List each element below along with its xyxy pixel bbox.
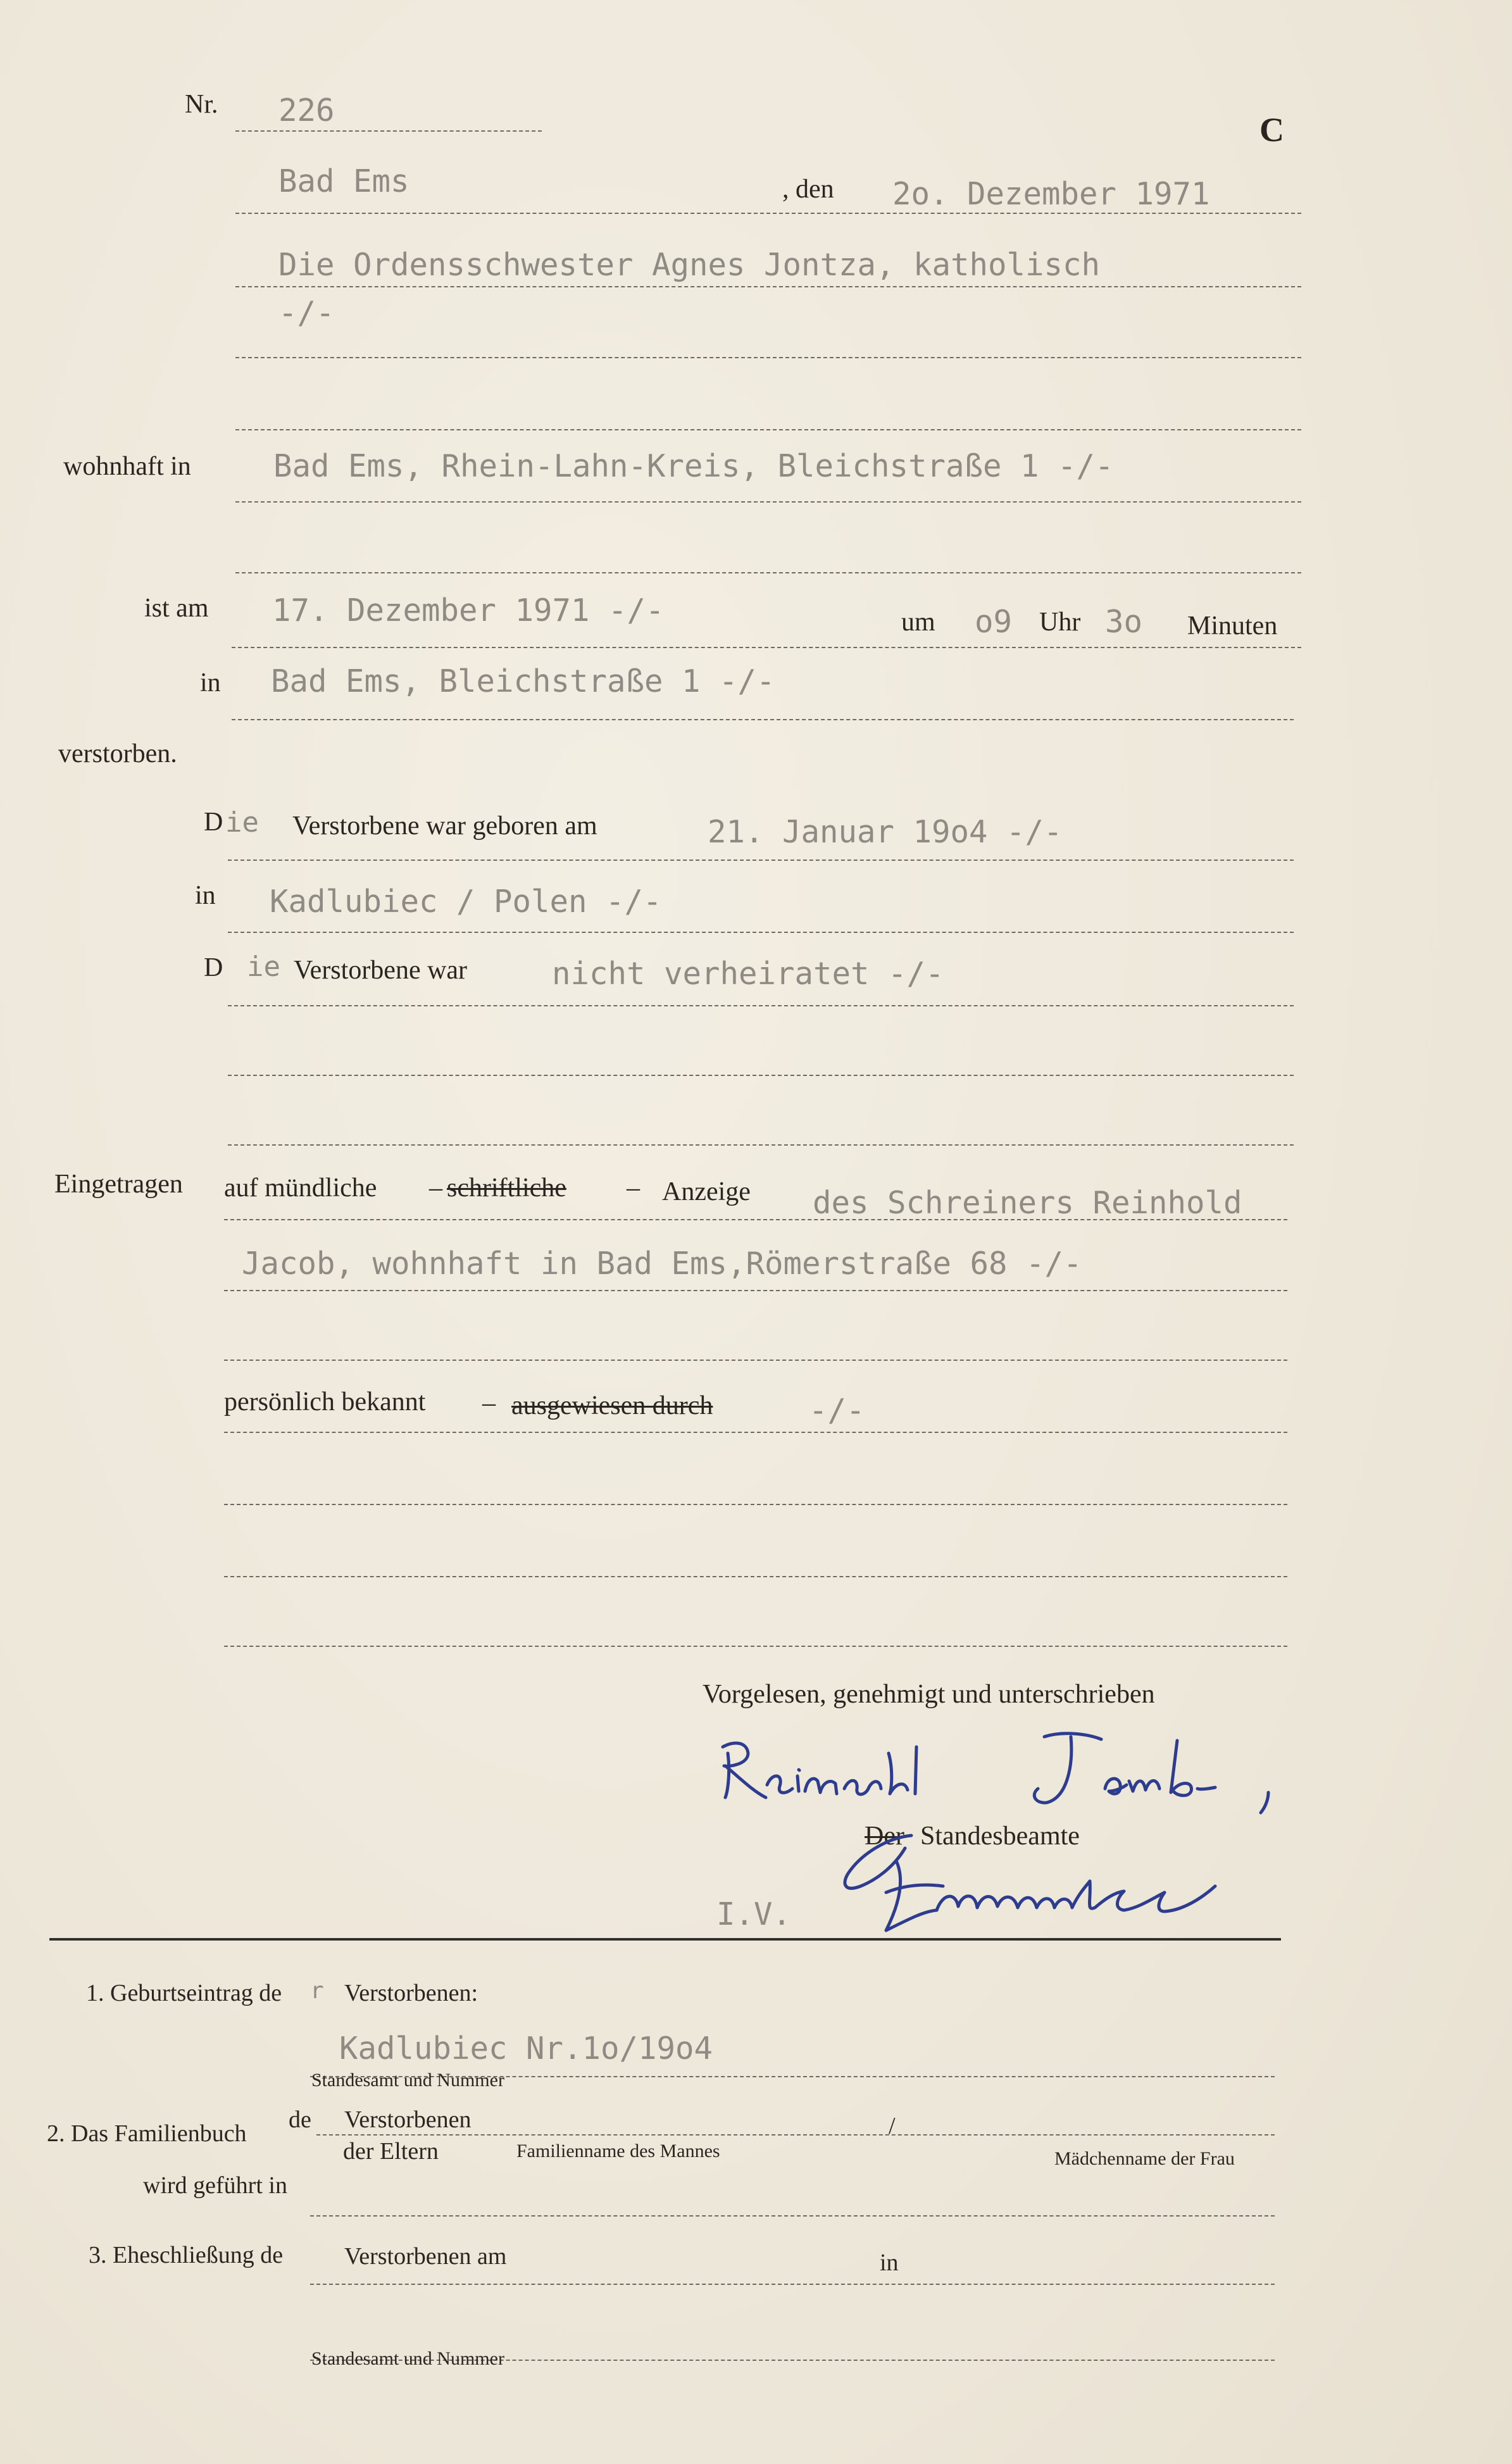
der-label-struck: Der xyxy=(865,1822,904,1851)
verstorben-label: verstorben. xyxy=(58,739,177,768)
birth-in-label: in xyxy=(195,881,216,910)
birth-date-value: 21. Januar 19o4 -/- xyxy=(708,814,1063,850)
nr-label: Nr. xyxy=(185,90,218,119)
birth-d-prefix: D xyxy=(204,808,223,837)
birth-place-value: Kadlubiec / Polen -/- xyxy=(270,884,662,920)
dash-3: – xyxy=(482,1389,496,1418)
schriftliche-label-struck: schriftliche xyxy=(447,1173,566,1203)
informant-line-2: Jacob, wohnhaft in Bad Ems,Römerstraße 68 -/- xyxy=(242,1246,1082,1282)
section-divider xyxy=(49,1938,1281,1941)
item1-label: 1. Geburtseintrag de xyxy=(86,1980,282,2006)
nr-line xyxy=(235,130,542,132)
der-eltern-label: der Eltern xyxy=(343,2138,439,2165)
item1-typed: r xyxy=(310,1978,324,2004)
death-place-line xyxy=(232,719,1294,720)
wird-gefuehrt-line xyxy=(310,2215,1275,2217)
declarant-line-2: -/- xyxy=(278,295,335,331)
standesamt-nummer-label-2: Standesamt und Nummer xyxy=(311,2348,504,2369)
wohnhaft-label: wohnhaft in xyxy=(63,452,191,481)
bekannt-line-3 xyxy=(224,1576,1287,1577)
address-line-2 xyxy=(235,572,1301,573)
date-value: 2o. Dezember 1971 xyxy=(892,176,1210,212)
birth-d-typed: ie xyxy=(225,806,259,839)
death-date-line xyxy=(232,647,1301,648)
marital-line xyxy=(228,1005,1294,1006)
familienname-mann-label: Familienname des Mannes xyxy=(516,2141,720,2161)
bekannt-label: persönlich bekannt xyxy=(224,1387,426,1416)
place-value: Bad Ems xyxy=(278,163,409,199)
de-label: de xyxy=(289,2106,311,2133)
nr-value: 226 xyxy=(278,92,335,128)
item1-label-end: Verstorbenen: xyxy=(344,1980,478,2006)
form-code: C xyxy=(1259,111,1284,149)
den-label: , den xyxy=(782,175,834,204)
verstorbenen-label: Verstorbenen xyxy=(344,2106,472,2133)
death-date-value: 17. Dezember 1971 -/- xyxy=(272,592,665,629)
slash: / xyxy=(889,2113,896,2139)
muendliche-label: auf mündliche xyxy=(224,1173,377,1203)
minuten-label: Minuten xyxy=(1187,611,1278,641)
address-line xyxy=(235,501,1301,503)
wird-gefuehrt-label: wird geführt in xyxy=(143,2172,287,2199)
ist-am-label: ist am xyxy=(144,594,209,623)
marital-d-prefix: D xyxy=(204,953,223,982)
geboren-label: Verstorbene war geboren am xyxy=(292,811,597,841)
standesbeamte-label: Standesbeamte xyxy=(920,1822,1080,1851)
bekannt-line xyxy=(224,1432,1287,1433)
informant-line-1-rule xyxy=(224,1219,1287,1220)
verstorbenen-am-label: Verstorbenen am xyxy=(344,2243,507,2270)
informant-line-3-rule xyxy=(224,1360,1287,1361)
item3-in-label: in xyxy=(880,2249,899,2276)
declarant-line-1: Die Ordensschwester Agnes Jontza, katholisch xyxy=(278,247,1101,283)
birth-date-line xyxy=(228,860,1294,861)
declarant-line-3-rule xyxy=(235,429,1301,430)
bekannt-line-2 xyxy=(224,1504,1287,1505)
birth-place-line xyxy=(228,932,1294,933)
marital-d-typed: ie xyxy=(247,951,280,983)
informant-line-1: des Schreiners Reinhold xyxy=(813,1185,1242,1221)
death-minutes-value: 3o xyxy=(1105,604,1143,640)
eingetragen-label: Eingetragen xyxy=(54,1170,183,1199)
ausgewiesen-label-struck: ausgewiesen durch xyxy=(511,1391,713,1420)
official-signature xyxy=(835,1823,1316,1949)
declarant-line-1-rule xyxy=(235,286,1301,287)
maedchenname-frau-label: Mädchenname der Frau xyxy=(1054,2148,1235,2169)
item2-line xyxy=(316,2134,1275,2136)
item3-label: 3. Eheschließung de xyxy=(89,2242,284,2268)
informant-signature xyxy=(709,1728,1291,1823)
item1-value: Kadlubiec Nr.1o/19o4 xyxy=(339,2030,713,2067)
um-label: um xyxy=(901,608,935,637)
uhr-label: Uhr xyxy=(1039,608,1081,637)
item2-label: 2. Das Familienbuch xyxy=(47,2120,247,2147)
death-place-value: Bad Ems, Bleichstraße 1 -/- xyxy=(271,663,775,699)
place-line xyxy=(235,213,1301,214)
marital-label: Verstorbene war xyxy=(294,956,468,985)
marital-line-3 xyxy=(228,1144,1294,1146)
iv-label: I.V. xyxy=(716,1896,792,1932)
declarant-line-2-rule xyxy=(235,357,1301,358)
ausgewiesen-value: -/- xyxy=(809,1392,865,1429)
death-hour-value: o9 xyxy=(975,604,1013,640)
marital-line-2 xyxy=(228,1075,1294,1076)
vorgelesen-label: Vorgelesen, genehmigt und unterschrieben xyxy=(703,1680,1155,1709)
anzeige-label: Anzeige xyxy=(662,1177,751,1206)
bekannt-line-4 xyxy=(224,1646,1287,1647)
death-in-label: in xyxy=(200,668,221,697)
standesamt-nummer-label: Standesamt und Nummer xyxy=(311,2070,504,2091)
marital-value: nicht verheiratet -/- xyxy=(552,956,944,992)
address-value: Bad Ems, Rhein-Lahn-Kreis, Bleichstraße 1 -/- xyxy=(273,448,1114,484)
item3-line xyxy=(310,2284,1275,2285)
dash-1: – xyxy=(429,1173,442,1203)
informant-line-2-rule xyxy=(224,1290,1287,1291)
dash-2: – xyxy=(627,1173,640,1203)
